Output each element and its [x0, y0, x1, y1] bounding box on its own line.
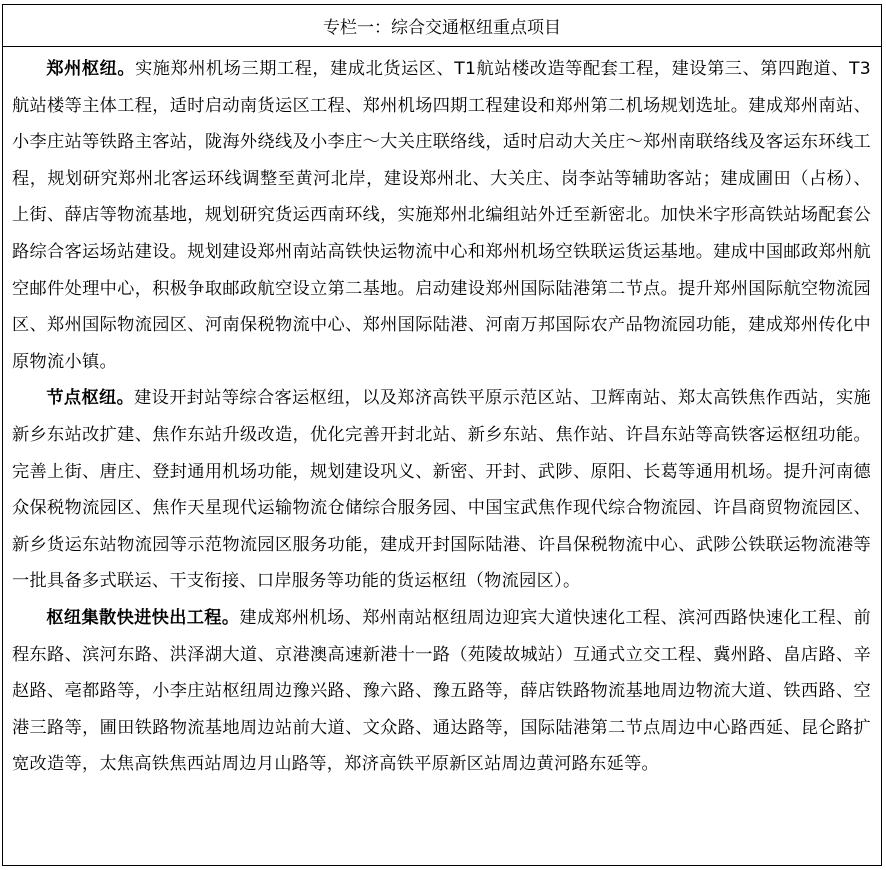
section-body: 建设开封站等综合客运枢纽，以及郑济高铁平原示范区站、卫辉南站、郑太高铁焦作西站，实施新乡东站改扩建、焦作东站升级改造，优化完善开封北站、新乡东站、焦作站、许昌东站等高铁客运枢纽功能。完善上街、唐庄、登封通用机场功能，规划建设巩义、新密、开封、武陟、原阳、长葛等通用机场。提升河南德众保税物流园区、焦作天星现代运输物流仓储综合服务园、中国宝武焦作现代综合物流园、许昌商贸物流园区、新乡货运东站物流园等示范物流园区服务功能，建成开封国际陆港、许昌保税物流中心、武陟公铁联运物流港等一批具备多式联运、干支衔接、口岸服务等功能的货运枢纽（物流园区）。: [12, 388, 871, 592]
box-content: [3, 47, 881, 783]
section-body: 建成郑州机场、郑州南站枢纽周边迎宾大道快速化工程、滨河西路快速化工程、前程东路、滨河东路、洪泽湖大道、京港澳高速新港十一路（苑陵故城站）互通式立交工程、冀州路、畠店路、辛赵路、亳都路等，小李庄站枢纽周边豫兴路、豫六路、豫五路等，薛店铁路物流基地周边物流大道、铁西路、空港三路等，圃田铁路物流基地周边站前大道、文众路、通达路等，国际陆港第二节点周边中心路西延、昆仑路扩宽改造等，太焦高铁焦西站周边月山路等，郑济高铁平原新区站周边黄河路东延等。: [12, 607, 871, 775]
section-heading: 节点枢纽。: [46, 388, 135, 409]
project-box: [2, 4, 882, 866]
box-title: 专栏一：综合交通枢纽重点项目: [3, 5, 881, 47]
section-node-hub: [12, 380, 871, 600]
section-zhengzhou-hub: [12, 51, 871, 380]
section-hub-collection-project: [12, 600, 871, 783]
section-heading: 郑州枢纽。: [46, 59, 136, 79]
section-body: 实施郑州机场三期工程，建成北货运区、T1航站楼改造等配套工程，建设第三、第四跑道、T3航站楼等主体工程，适时启动南货运区工程、郑州机场四期工程建设和郑州第二机场规划选址。建成郑州南站、小李庄站等铁路主客站，陇海外绕线及小李庄～大关庄联络线，适时启动大关庄～郑州南联络线及客运东环线工程，规划研究郑州北客运环线调整至黄河北岸，建设郑州北、大关庄、岗李站等辅助客站；建成圃田（占杨）、上街、薛店等物流基地，规划研究货运西南环线，实施郑州北编组站外迁至新密北。加快米字形高铁站场配套公路综合客运场站建设。规划建设郑州南站高铁快运物流中心和郑州机场空铁联运货运基地。建成中国邮政郑州航空邮件处理中心，积极争取邮政航空设立第二基地。启动建设郑州国际陆港第二节点。提升郑州国际航空物流园区、郑州国际物流园区、河南保税物流中心、郑州国际陆港、河南万邦国际农产品物流园功能，建成郑州传化中原物流小镇。: [12, 59, 871, 372]
section-heading: 枢纽集散快进快出工程。: [46, 607, 240, 628]
